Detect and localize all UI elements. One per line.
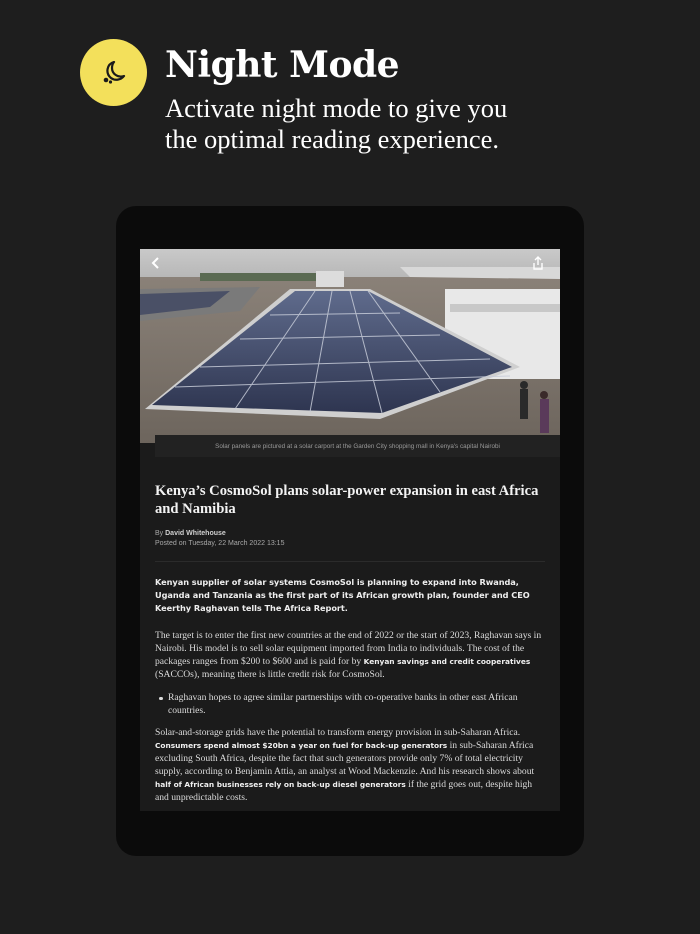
paragraph-1-text-a: The target is to enter the first new countries at the end of 2022 or the start of 2023, Raghavan says in Nairobi. His model is to sell solar equipment imported from India to individuals. The cost of the packages ranges from $200 to $600 and is paid for by [155,630,542,667]
byline [155,529,545,549]
article-hero-photo [140,249,560,443]
article-standfirst: Kenyan supplier of solar systems CosmoSol is planning to expand into Rwanda, Uganda and Tanzania as the first part of its African growth plan, founder and CEO Keerthy Raghavan tells The Africa Report. [155,577,530,613]
posted-date: Posted on Tuesday, 22 March 2022 13:15 [155,540,285,547]
photo-caption-bar [155,435,560,457]
photo-caption: Solar panels are pictured at a solar carport at the Garden City shopping mall in Kenya's capital Nairobi [215,442,500,450]
share-button[interactable] [528,253,548,273]
list-item: Raghavan hopes to agree similar partnerships with co-operative banks in other east African countries. [155,692,545,718]
paragraph-1 [155,630,545,682]
paragraph-2 [155,727,545,804]
promo-title: Night Mode [165,44,400,86]
paragraph-1-text-b: (SACCOs), meaning there is little credit risk for CosmoSol. [155,668,385,680]
share-icon [532,256,544,270]
byline-prefix: By [155,530,166,537]
moon-icon [80,39,147,106]
promo-subtitle: Activate night mode to give you the optimal reading experience. [165,93,508,154]
back-button[interactable] [146,253,166,273]
highlight-link-diesel[interactable]: half of African businesses rely on back-up diesel generators [155,780,406,790]
bullet-list [155,692,545,718]
highlight-link-generators[interactable]: Consumers spend almost $20bn a year on fuel for back-up generators [155,741,448,751]
chevron-left-icon [151,257,161,269]
article-body [155,457,545,805]
article-headline: Kenya’s CosmoSol plans solar-power expansion in east Africa and Namibia [155,483,539,517]
paragraph-2-text-a: Solar-and-storage grids have the potential to transform energy provision in sub-Saharan Africa. [155,727,521,739]
paragraph-2-text-c: if the grid goes out, despite high and unpredictable costs. [155,779,533,803]
highlight-link-saccos[interactable]: Kenyan savings and credit cooperatives [363,656,531,666]
paragraph-2-text-b: in sub-Saharan Africa excluding South Africa, despite the fact that such generators provide only 7% of total electricity supply, according to Benjamin Attia, an analyst at Wood Mackenzie. And his research shows about [155,740,535,778]
divider [155,561,545,562]
author-name[interactable]: David Whitehouse [165,530,226,537]
article-screen [140,249,560,811]
